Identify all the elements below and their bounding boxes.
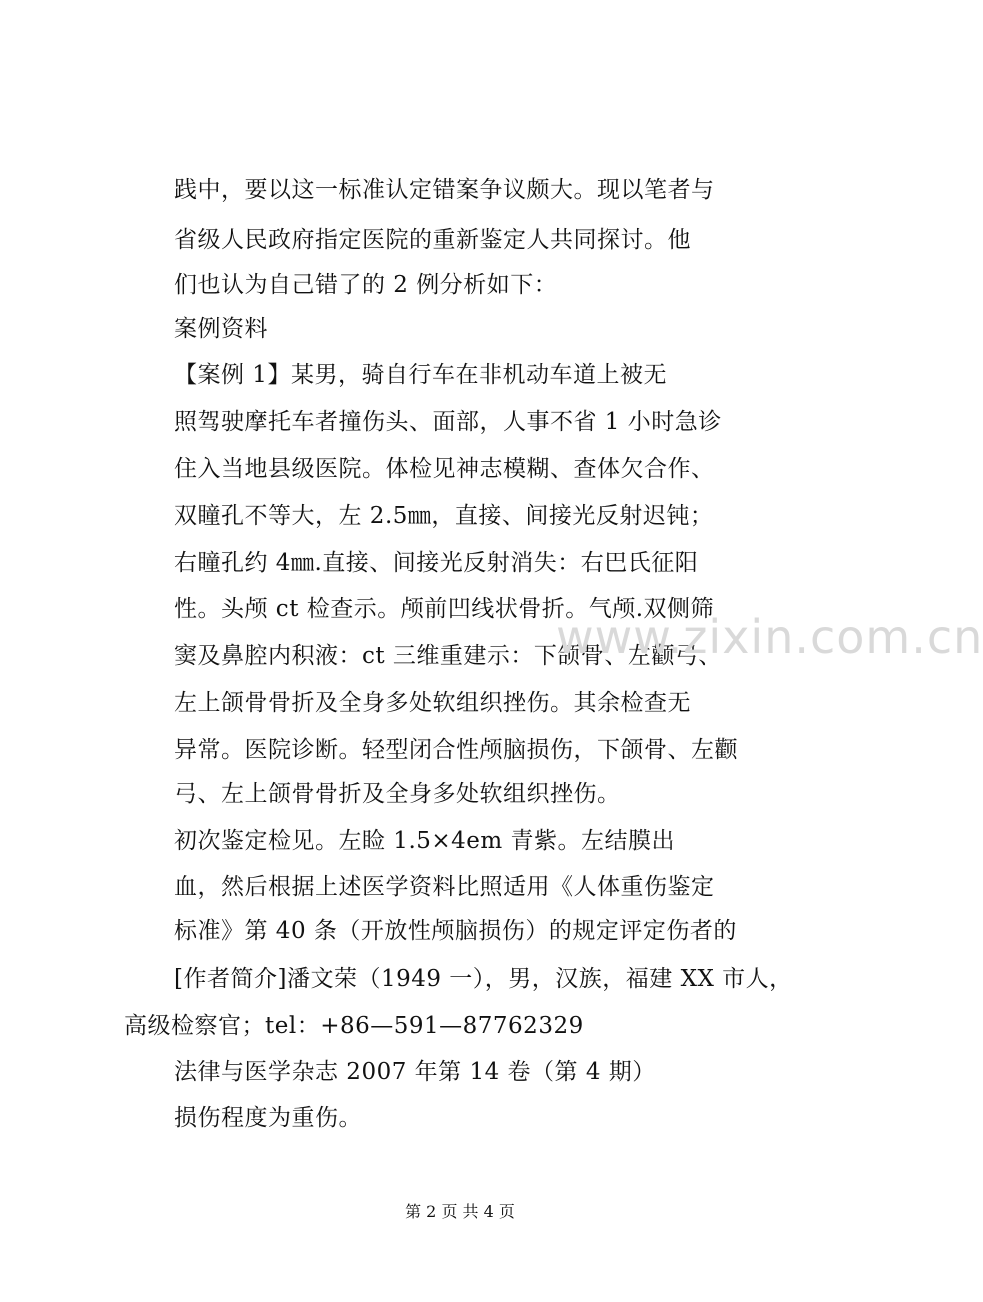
text-line-9: 右瞳孔约 4㎜.直接、间接光反射消失：右巴氏征阳 [174,550,699,576]
text-line-17: 标准》第 40 条（开放性颅脑损伤）的规定评定伤者的 [174,918,737,944]
text-line-13: 异常。医院诊断。轻型闭合性颅脑损伤，下颌骨、左颧 [174,737,738,763]
text-line-14: 弓、左上颌骨骨折及全身多处软组织挫伤。 [174,781,621,807]
text-line-10: 性。头颅 ct 检查示。颅前凹线状骨折。气颅.双侧筛 [174,596,715,622]
text-line-12: 左上颌骨骨折及全身多处软组织挫伤。其余检查无 [174,690,691,716]
text-line-3: 们也认为自己错了的 2 例分析如下： [174,272,558,298]
section-heading: 案例资料 [174,316,268,342]
text-line-5: 【案例 1】某男，骑自行车在非机动车道上被无 [174,362,667,388]
journal-citation: 法律与医学杂志 2007 年第 14 卷（第 4 期） [174,1059,656,1085]
text-line-15: 初次鉴定检见。左睑 1.5×4em 青紫。左结膜出 [174,828,676,854]
text-line-16: 血，然后根据上述医学资料比照适用《人体重伤鉴定 [174,874,715,900]
text-line-2: 省级人民政府指定医院的重新鉴定人共同探讨。他 [174,227,691,253]
text-line-7: 住入当地县级医院。体检见神志模糊、查体欠合作、 [174,456,715,482]
author-bio-line-1: [作者简介]潘文荣（1949 一），男，汉族，福建 XX 市人， [174,966,793,992]
text-line-6: 照驾驶摩托车者撞伤头、面部，人事不省 1 小时急诊 [174,409,722,435]
watermark: www.zixin.com.cn [556,610,983,664]
author-bio-line-2: 高级检察官；tel：+86—591—87762329 [124,1013,584,1039]
text-line-21: 损伤程度为重伤。 [174,1105,362,1131]
text-line-1: 践中，要以这一标准认定错案争议颇大。现以笔者与 [174,177,715,203]
text-line-8: 双瞳孔不等大，左 2.5㎜，直接、间接光反射迟钝； [174,503,714,529]
text-line-11: 窦及鼻腔内积液：ct 三维重建示：下颌骨、左颧弓、 [174,643,722,669]
page-number-footer: 第 2 页 共 4 页 [405,1202,515,1221]
